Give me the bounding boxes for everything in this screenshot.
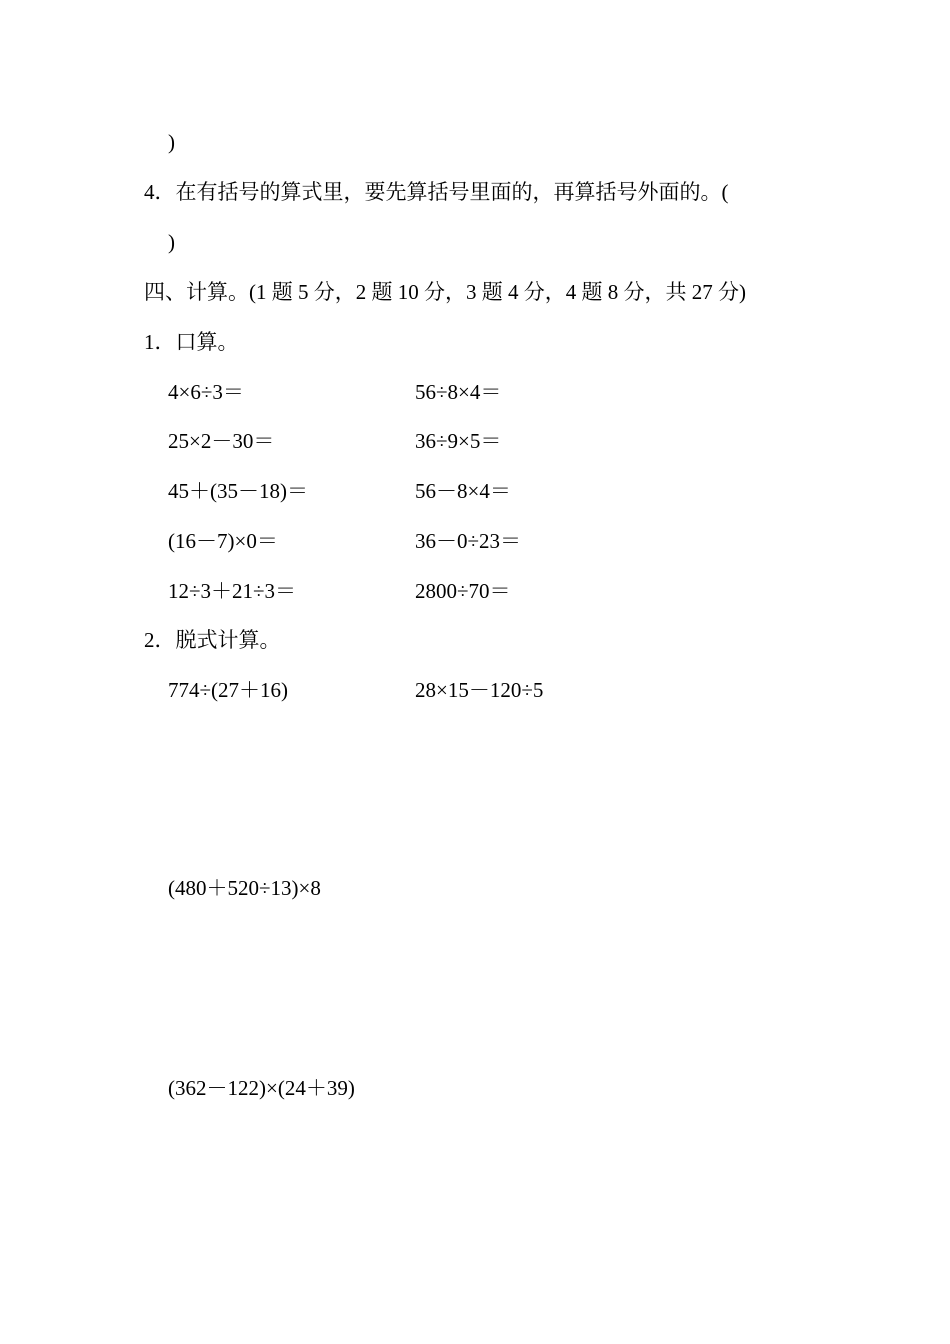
section-heading-calculation: 四、计算。(1 题 5 分，2 题 10 分，3 题 4 分，4 题 8 分，共 27 分)	[144, 280, 746, 304]
answer-paren-close: )	[168, 130, 175, 154]
step-calc-expression: (480＋520÷13)×8	[168, 876, 321, 900]
judgement-item-4: 4．在有括号的算式里，要先算括号里面的，再算括号外面的。(	[144, 180, 729, 204]
mental-math-item: 2800÷70＝	[415, 579, 511, 603]
answer-paren-close: )	[168, 230, 175, 254]
question-title-step-calculation: 2．脱式计算。	[144, 628, 281, 652]
mental-math-item: 36÷9×5＝	[415, 429, 502, 453]
mental-math-item: 36－0÷23＝	[415, 529, 522, 553]
step-calc-expression: 28×15－120÷5	[415, 678, 544, 702]
mental-math-item: 25×2－30＝	[168, 429, 275, 453]
mental-math-item: 45＋(35－18)＝	[168, 479, 308, 503]
step-calc-expression: (362－122)×(24＋39)	[168, 1076, 355, 1100]
mental-math-item: 56－8×4＝	[415, 479, 511, 503]
question-title-mental-math: 1．口算。	[144, 330, 239, 354]
mental-math-item: 12÷3＋21÷3＝	[168, 579, 297, 603]
mental-math-item: 4×6÷3＝	[168, 380, 244, 404]
mental-math-item: (16－7)×0＝	[168, 529, 278, 553]
step-calc-expression: 774÷(27＋16)	[168, 678, 289, 702]
mental-math-item: 56÷8×4＝	[415, 380, 502, 404]
